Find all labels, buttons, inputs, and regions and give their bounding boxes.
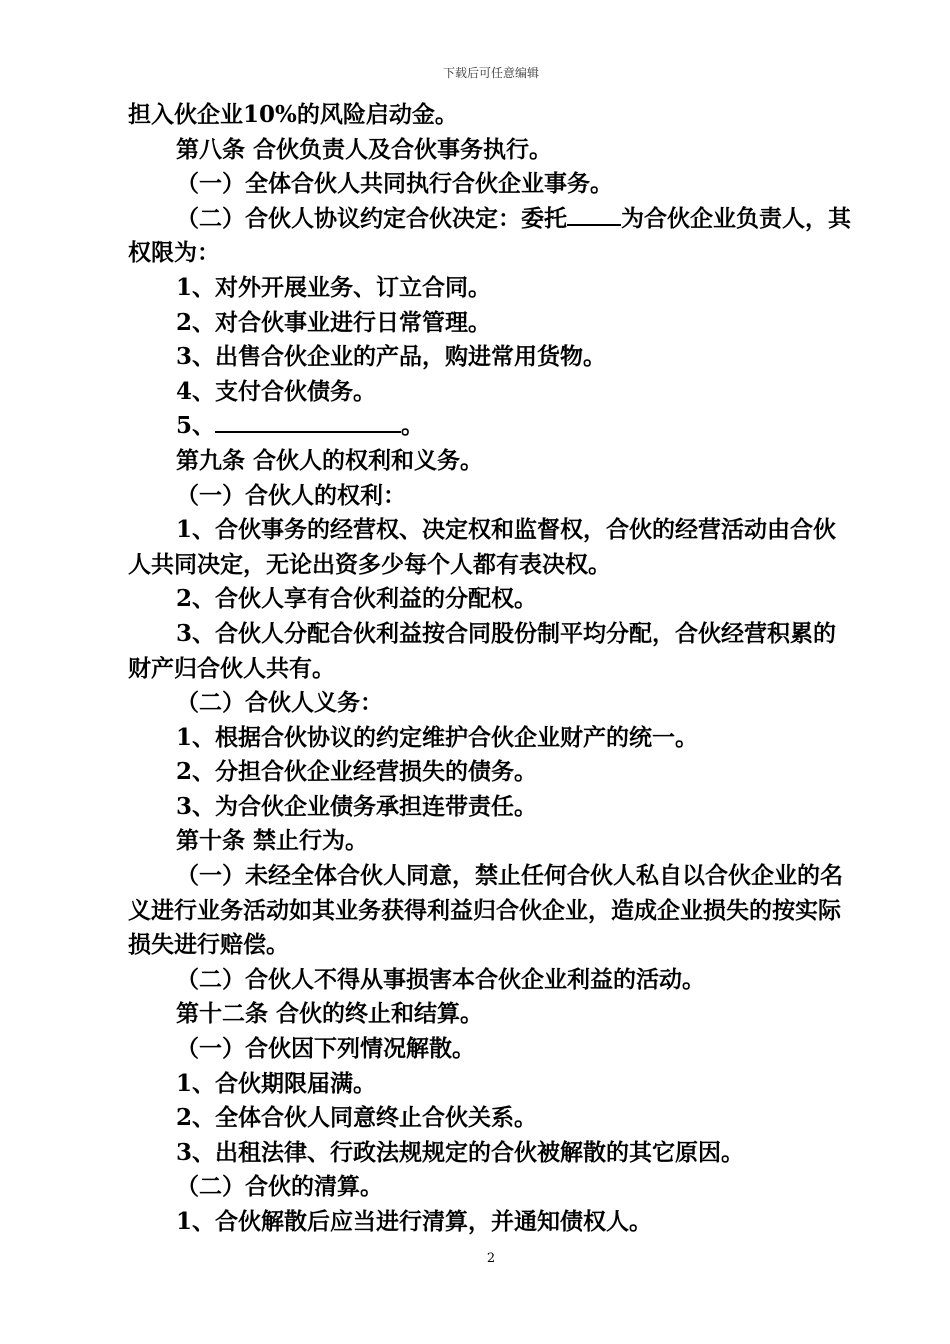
authority-item-1: 1、对外开展业务、订立合同。 — [176, 273, 492, 301]
article-9-duties-heading: （二）合伙人义务： — [176, 689, 383, 717]
authority-item-4: 4、支付合伙债务。 — [176, 377, 377, 405]
dissolution-item-2: 2、全体合伙人同意终止合伙关系。 — [176, 1104, 538, 1132]
authority-item-3: 3、出售合伙企业的产品，购进常用货物。 — [176, 343, 607, 371]
page-number: 2 — [486, 1251, 496, 1266]
liquidation-heading: （二）合伙的清算。 — [176, 1173, 383, 1201]
article-10-clause-2: （二）合伙人不得从事损害本合伙企业利益的活动。 — [176, 965, 705, 993]
article-10-clause-1: （一）未经全体合伙人同意，禁止任何合伙人私自以合伙企业的名义进行业务活动如其业务获得利益归合伙企业，造成企业损失的按实际损失进行赔偿。 — [128, 862, 843, 959]
document-body — [128, 98, 858, 1240]
dissolution-heading: （一）合伙因下列情况解散。 — [176, 1035, 475, 1063]
item-5-tail: 。 — [401, 412, 425, 440]
article-9-heading: 第九条 合伙人的权利和义务。 — [176, 446, 484, 474]
article-8-heading: 第八条 合伙负责人及合伙事务执行。 — [176, 135, 553, 163]
clause-2-text: （二）合伙人协议约定合伙决定：委托 — [176, 204, 567, 232]
duties-item-3: 3、为合伙企业债务承担连带责任。 — [176, 792, 538, 820]
authority-item-5 — [128, 409, 858, 444]
rights-item-1: 1、合伙事务的经营权、决定权和监督权，合伙的经营活动由合伙人共同决定，无论出资多少每个人都有表决权。 — [128, 516, 837, 578]
item-5-text: 5、 — [176, 412, 216, 440]
dissolution-item-3: 3、出租法律、行政法规规定的合伙被解散的其它原因。 — [176, 1138, 745, 1166]
blank-line-item-5 — [215, 409, 401, 433]
clause-2-tail: 为合伙企业负责人，其权限为： — [128, 204, 851, 267]
duties-item-2: 2、分担合伙企业经营损失的债务。 — [176, 758, 538, 786]
rights-item-3: 3、合伙人分配合伙利益按合同股份制平均分配，合伙经营积累的财产归合伙人共有。 — [128, 619, 837, 682]
article-8-clause-1: （一）全体合伙人共同执行合伙企业事务。 — [176, 170, 613, 198]
article-9-rights-heading: （一）合伙人的权利： — [176, 481, 406, 509]
article-12-heading: 第十二条 合伙的终止和结算。 — [176, 1000, 484, 1028]
rights-item-2: 2、合伙人享有合伙利益的分配权。 — [176, 585, 538, 613]
page-header: 下载后可任意编辑 — [442, 66, 539, 80]
paragraph-risk-fund: 担入伙企业10%的风险启动金。 — [128, 101, 458, 128]
article-8-clause-2 — [128, 202, 858, 271]
dissolution-item-1: 1、合伙期限届满。 — [176, 1069, 377, 1097]
article-10-heading: 第十条 禁止行为。 — [176, 827, 369, 855]
duties-item-1: 1、根据合伙协议的约定维护合伙企业财产的统一。 — [176, 723, 699, 751]
blank-line-delegate — [567, 202, 621, 226]
liquidation-item-1: 1、合伙解散后应当进行清算，并通知债权人。 — [176, 1208, 653, 1235]
authority-item-2: 2、对合伙事业进行日常管理。 — [176, 308, 492, 336]
